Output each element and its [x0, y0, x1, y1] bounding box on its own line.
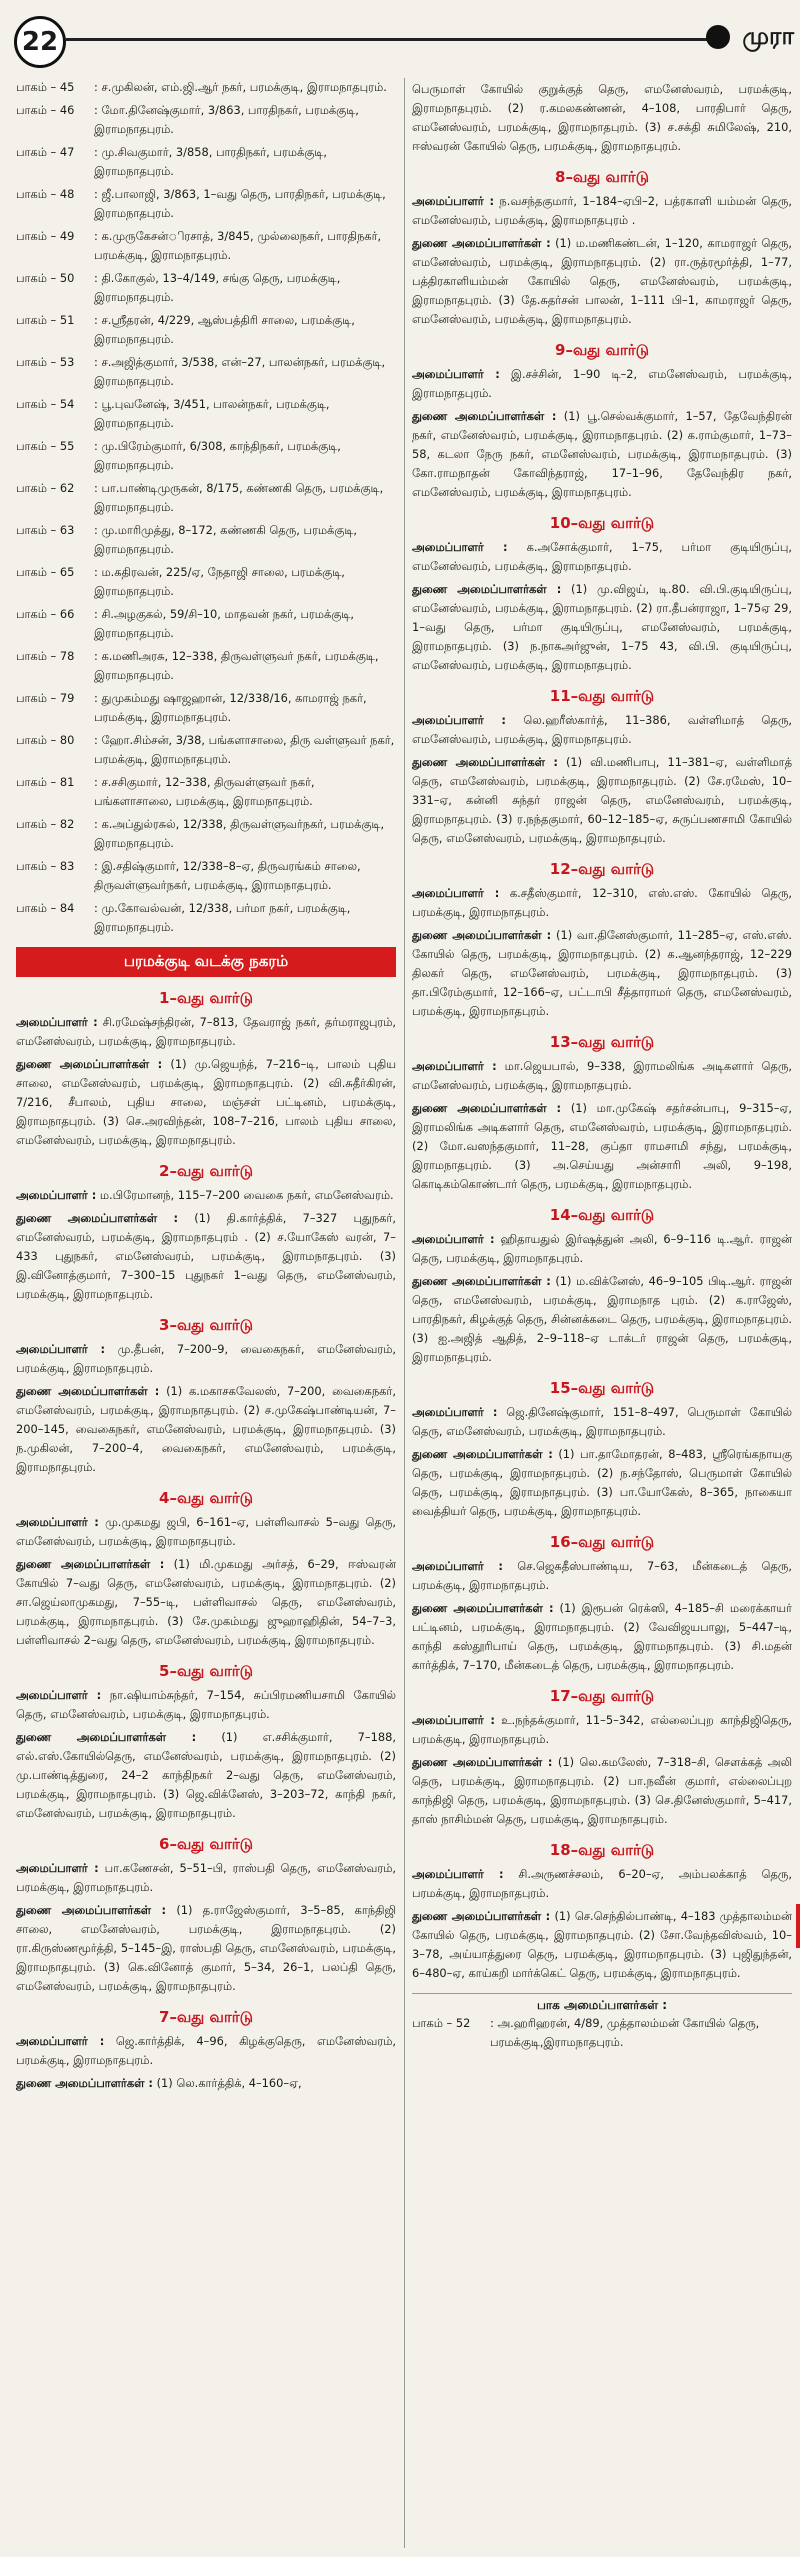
- bagam-name: : சி.அழகுகல், 59/சி–10, மாதவன் நகர், பரமக்குடி, இராமநாதபுரம்.: [94, 607, 354, 640]
- entry-text: (1) இரூபன் ரெக்ஸி, 4–185–சி மரைக்காயர் பட்டினம், பரமக்குடி, இராமநாதபுரம். (2) வேவிஜயபாலு, 5–447–டி, காந்தி கஸ்தூரிபாய் தெரு, பரமக்குடி, இராமநாதபுரம். (3) சி.மதன் கார்த்திக், 7–170, மீன்கடைத் தெரு, பரமக்குடி, இராமநாதபுரம்.: [412, 1601, 792, 1672]
- section-banner: பரமக்குடி வடக்கு நகரம்: [16, 947, 396, 977]
- ward-title: 11–வது வார்டு: [549, 687, 655, 705]
- entry-label: துணை அமைப்பாளர்கள் :: [16, 1211, 179, 1225]
- entry-label: துணை அமைப்பாளர்கள் :: [16, 1057, 163, 1071]
- entry-label: அமைப்பாளர் :: [16, 1015, 98, 1029]
- bagam-label: பாகம் – 49: [16, 229, 75, 243]
- bagam-label: பாகம் – 81: [16, 775, 75, 789]
- entry-label: துணை அமைப்பாளர்கள் :: [412, 1274, 551, 1288]
- entry-text: மா.ஜெயபால், 9–338, இராமலிங்க அடிகளார் தெரு, எமனேஸ்வரம், பரமக்குடி, இராமநாதபுரம்.: [412, 1059, 792, 1092]
- entry-text: (1) வி.மணிபாபு, 11–381–ஏ, வள்ளிமாத் தெரு, எமனேஸ்வரம், பரமக்குடி, இராமநாதபுரம். (2) சே.ரமேஸ், 10–331–ஏ, கன்னி சுந்தர் ராஜன் தெரு, எமனேஸ்வரம், பரமக்குடி, இராமநாதபுரம். (3) ர.நந்தகுமார், 60–12–185–ஏ, சுருப்பணசாமி கோயில் தெரு, எமனேஸ்வரம், பரமக்குடி, இராமநாதபுரம்.: [412, 755, 792, 845]
- entry-text: ஹிதாயதுல் இர்ஷத்துன் அலி, 6–9–116 டி.ஆர். ராஜன் தெரு, பரமக்குடி, இராமநாதபுரம்.: [412, 1232, 792, 1265]
- entry-text: நா.ஷியாம்சுந்தர், 7–154, சுப்பிரமணியசாமி கோயில் தெரு, எமனேஸ்வரம், பரமக்குடி, இராமநாதபுரம்.: [16, 1688, 396, 1721]
- entry-label: அமைப்பாளர் :: [412, 1713, 495, 1727]
- ward-entry: [16, 1728, 396, 1823]
- bagam-label: பாகம் – 50: [16, 271, 75, 285]
- continued-entry: பெருமாள் கோயில் குறுக்குத் தெரு, எமனேஸ்வரம், பரமக்குடி, இராமநாதபுரம். (2) ர.கமலகண்ணன், 4–108, பாரதிபார் தெரு, எமனேஸ்வரம், பரமக்குடி, இராமநாதபுரம். (3) ச.சக்தி சுமிலேஷ், 210, ஈஸ்வரன் கோயில் தெரு, பரமக்குடி, இராமநாதபுரம்.: [412, 82, 792, 153]
- ward-entry: [16, 2032, 396, 2070]
- entry-text: (1) எ.சசிக்குமார், 7–188, எல்.எஸ்.கோயில்தெரு, எமனேஸ்வரம், பரமக்குடி, இராமநாதபுரம். (2) மு.பாண்டித்துரை, 24–2 காந்திநகர் 2–வது தெரு, எமனேஸ்வரம், பரமக்குடி, இராமநாதபுரம். (3) ஜெ.விக்னேஸ், 3–203–72, காந்தி நகர், எமனேஸ்வரம், பரமக்குடி, இராமநாதபுரம்.: [16, 1730, 396, 1820]
- ward-title: 14–வது வார்டு: [549, 1206, 655, 1224]
- entry-text: ஜெ.கார்த்திக், 4–96, கிழக்குதெரு, எமனேஸ்வரம், பரமக்குடி, இராமநாதபுரம்.: [16, 2034, 396, 2067]
- ward-title: 9–வது வார்டு: [555, 341, 649, 359]
- entry-label: அமைப்பாளர் :: [412, 1559, 503, 1573]
- entry-label: அமைப்பாளர் :: [412, 1867, 504, 1881]
- left-column: [16, 78, 396, 2548]
- ward-entry: [412, 1403, 792, 1441]
- right-column: [412, 78, 792, 2548]
- bagam-name: : பா.பாண்டிமுருகன், 8/175, கண்ணகி தெரு, பரமக்குடி, இராமநாதபுரம்.: [94, 481, 384, 514]
- entry-label: துணை அமைப்பாளர்கள் :: [16, 2076, 153, 2090]
- bagam-name: : ஹோ.சிம்சன், 3/38, பங்களாசாலை, திரு வள்ளுவர் நகர், பரமக்குடி, இராமநாதபுரம்.: [94, 733, 395, 766]
- entry-text: (1) லெ.கமலேஸ், 7–318–சி, சௌக்கத் அலி தெரு, பரமக்குடி, இராமநாதபுரம். (2) பா.நவீன் குமார், எல்லைப்புற காந்திஜி தெரு, பரமக்குடி, இராமநாதபுரம். (3) செ.தினேஸ்குமார், 5–417, தாஸ் நாசிம்மன் தெரு, பரமக்குடி, இராமநாதபுரம்.: [412, 1755, 792, 1826]
- entry-text: (1) பா.தாமோதரன், 8–483, ஸ்ரீரெங்கநாயகு தெரு, பரமக்குடி, இராமநாதபுரம். (2) ந.சந்தோஸ், பெருமாள் கோயில் தெரு, பரமக்குடி, இராமநாதபுரம். (3) பா.யோகேஸ், 8–365, நாகையா வைத்தியர் தெரு, பரமக்குடி, இராமநாதபுரம்.: [412, 1447, 792, 1518]
- entry-text: ம.பிரேமானந், 115–7–200 வைகை நகர், எமனேஸ்வரம்.: [96, 1188, 394, 1202]
- entry-text: லெ.ஹரீஸ்கார்த், 11–386, வள்ளிமாத் தெரு, எமனேஸ்வரம், பரமக்குடி, இராமநாதபுரம்.: [412, 713, 792, 746]
- bagam-name: : ச.முகிலன், எம்.ஜி.ஆர் நகர், பரமக்குடி, இராமநாதபுரம்.: [94, 80, 387, 94]
- bagam-label: பாகம் – 53: [16, 355, 75, 369]
- bagam-label: பாகம் – 51: [16, 313, 75, 327]
- ward-title: 7–வது வார்டு: [159, 2008, 253, 2026]
- entry-label: துணை அமைப்பாளர்கள் :: [412, 582, 562, 596]
- brand: [706, 22, 794, 53]
- bagam-name: : ஜீ.பாலாஜி, 3/863, 1–வது தெரு, பாரதிநகர், பரமக்குடி, இராமநாதபுரம்.: [94, 187, 386, 220]
- entry-label: துணை அமைப்பாளர்கள் :: [16, 1557, 165, 1571]
- ward-entry: [412, 1445, 792, 1521]
- bagam-label: பாகம் – 79: [16, 691, 75, 705]
- ward-entry: [16, 1382, 396, 1477]
- bagam-row: [16, 269, 396, 307]
- entry-label: அமைப்பாளர் :: [412, 1232, 495, 1246]
- entry-label: துணை அமைப்பாளர்கள் :: [412, 409, 557, 423]
- ward-entry: [412, 753, 792, 848]
- ward-entry: [412, 192, 792, 230]
- ward-entry: [412, 407, 792, 502]
- entry-text: மு.முகமது ஜபி, 6–161–ஏ, பள்ளிவாசல் 5–வது தெரு, எமனேஸ்வரம், பரமக்குடி, இராமநாதபுரம்.: [16, 1515, 396, 1548]
- bagam-name: : ச.ஸ்ரீதரன், 4/229, ஆஸ்பத்திரி சாலை, பரமக்குடி, இராமநாதபுரம்.: [94, 313, 355, 346]
- entry-label: துணை அமைப்பாளர்கள் :: [412, 1755, 553, 1769]
- ward-entry: [16, 1186, 396, 1205]
- bagam-name: : அ.ஹரிஹரன், 4/89, முத்தாலம்மன் கோயில் தெரு, பரமக்குடி,இராமநாதபுரம்.: [490, 2016, 760, 2049]
- ward-title: 8–வது வார்டு: [555, 168, 649, 186]
- ward-title: 18–வது வார்டு: [549, 1841, 655, 1859]
- ward-entry: [412, 926, 792, 1021]
- ward-entry: [16, 1209, 396, 1304]
- entry-text: (1) த.ராஜேஸ்குமார், 3–5–85, காந்திஜி சாலை, எமனேஸ்வரம், பரமக்குடி, இராமநாதபுரம். (2) ரா.கிருஸ்ணமூர்த்தி, 5–145–இ, ராஸ்பதி தெரு, எமனேஸ்வரம், பரமக்குடி, இராமநாதபுரம். (3) கெ.வினோத் குமார், 5–34, 26–1, பலப்தி தெரு, எமனேஸ்வரம், பரமக்குடி, இராமநாதபுரம்.: [16, 1903, 396, 1993]
- bagam-name: : க.அப்துல்ரசுல், 12/338, திருவள்ளுவர்நகர், பரமக்குடி, இராமநாதபுரம்.: [94, 817, 385, 850]
- bagam-name: : துமுகம்மது ஷாஜஹான், 12/338/16, காமராஜ் நகர், பரமக்குடி, இராமநாதபுரம்.: [94, 691, 367, 724]
- page-header: [0, 0, 800, 78]
- entry-text: (1) ம.மணிகண்டன், 1–120, காமராஜர் தெரு, எமனேஸ்வரம், பரமக்குடி, இராமநாதபுரம். (2) ரா.ருத்ரமூர்த்தி, 1–77, பத்திரகாளியம்மன் கோயில் தெரு, எமனேஸ்வரம், பரமக்குடி, இராமநாதபுரம். (3) தே.சுதர்சன் பாலன், 1–111 பி–1, காமராஜர் தெரு, எமனேஸ்வரம், பரமக்குடி, இராமநாதபுரம்.: [412, 236, 792, 326]
- bagam-name: : மு.மாரிமுத்து, 8–172, கண்ணகி தெரு, பரமக்குடி, இராமநாதபுரம்.: [94, 523, 358, 556]
- entry-label: அமைப்பாளர் :: [16, 1515, 99, 1529]
- entry-label: துணை அமைப்பாளர்கள் :: [16, 1903, 167, 1917]
- entry-label: அமைப்பாளர் :: [412, 367, 500, 381]
- entry-label: துணை அமைப்பாளர்கள் :: [16, 1384, 160, 1398]
- entry-text: க.அசோக்குமார், 1–75, பர்மா குடியிருப்பு, எமனேஸ்வரம், பரமக்குடி, இராமநாதபுரம்.: [412, 540, 792, 573]
- entry-text: (1) மு.விஜய், டி.80. வி.பி.குடியிருப்பு, எமனேஸ்வரம், பரமக்குடி, இராமநாதபுரம். (2) ரா.தீபன்ராஜா, 1–75ஏ 29, 1–வது தெரு, பர்மா குடியிருப்பு, எமனேஸ்வரம், பரமக்குடி, இராமநாதபுரம். (3) ந.நாகஅர்ஜுன், 1–75 43, வி.பி. குடியிருப்பு, எமனேஸ்வரம், பரமக்குடி, இராமநாதபுரம்.: [412, 582, 792, 672]
- bagam-row: [16, 78, 396, 97]
- bagam-row: [16, 101, 396, 139]
- ward-entry: [16, 2074, 396, 2093]
- bagam-row: [16, 689, 396, 727]
- bagam-name: : இ.சதிஷ்குமார், 12/338–8–ஏ, திருவரங்கம் சாலை, திருவள்ளுவர்நகர், பரமக்குடி, இராமநாதபுரம்.: [94, 859, 361, 892]
- entry-label: துணை அமைப்பாளர்கள் :: [412, 1601, 554, 1615]
- entry-text: (1) லெ.கார்த்திக், 4–160–ஏ,: [152, 2076, 302, 2090]
- bagam-label: பாகம் – 65: [16, 565, 75, 579]
- ward-entry: [16, 1340, 396, 1378]
- bagam-label: பாகம் – 45: [16, 80, 75, 94]
- ward-entry: [412, 1057, 792, 1095]
- bagam-row: [16, 731, 396, 769]
- entry-text: மு.தீபன், 7–200–9, வைகைநகர், எமனேஸ்வரம், பரமக்குடி, இராமநாதபுரம்.: [16, 1342, 396, 1375]
- bagam-label: பாகம் – 80: [16, 733, 75, 747]
- bagam-heading: பாக அமைப்பாளர்கள் :: [412, 1993, 792, 2014]
- ward-title: 1–வது வார்டு: [159, 989, 253, 1007]
- entry-text: சி.ரமேஷ்சந்திரன், 7–813, தேவராஜ் நகர், தர்மராஜபுரம், எமனேஸ்வரம், பரமக்குடி, இராமநாதபுரம்.: [16, 1015, 396, 1048]
- entry-text: செ.ஜெகதீஸ்பாண்டிய, 7–63, மீன்கடைத் தெரு, பரமக்குடி, இராமநாதபுரம்.: [412, 1559, 792, 1592]
- entry-text: (1) மா.முகேஷ் சதர்சன்பாபு, 9–315–ஏ, இராமலிங்க அடிகளார் தெரு, எமனேஸ்வரம், பரமக்குடி, இராமநாதபுரம். (2) மோ.வஸந்தகுமார், 11–28, குப்தா ராமசாமி சந்து, பரமக்குடி, இராமநாதபுரம். (3) அ.செய்யது அன்சாரி அலி, 9–198, கொடிகம்கொண்டார் தெரு, பரமக்குடி, இராமநாதபுரம்.: [412, 1101, 792, 1191]
- bagam-row: [16, 899, 396, 937]
- entry-text: (1) க.மகாசகவேலஸ், 7–200, வைகைநகர், எமனேஸ்வரம், பரமக்குடி, இராமநாதபுரம். (2) ச.முகேஷ்பாண்டியன், 7–200–145, வைகைநகர், எமனேஸ்வரம், பரமக்குடி, இராமநாதபுரம். (3) ந.முகிலன், 7–200–4, வைகைநகர், எமனேஸ்வரம், பரமக்குடி, இராமநாதபுரம்.: [16, 1384, 396, 1474]
- bagam-label: பாகம் – 55: [16, 439, 75, 453]
- ward-entry: [412, 1865, 792, 1903]
- bagam-label: பாகம் – 83: [16, 859, 75, 873]
- bagam-name: : மு.சிவகுமார், 3/858, பாரதிநகர், பரமக்குடி, இராமநாதபுரம்.: [94, 145, 327, 178]
- edge-marker: [796, 1904, 800, 1948]
- ward-title: 12–வது வார்டு: [549, 860, 655, 878]
- bagam-name: : ம.கதிரவன், 225/ஏ, நேதாஜி சாலை, பரமக்குடி, இராமநாதபுரம்.: [94, 565, 345, 598]
- bagam-name: : க.மணிஅரசு, 12–338, திருவள்ளுவர் நகர், பரமக்குடி, இராமநாதபுரம்.: [94, 649, 379, 682]
- entry-label: அமைப்பாளர் :: [16, 1688, 102, 1702]
- entry-label: அமைப்பாளர் :: [412, 886, 500, 900]
- ward-entry: [412, 1599, 792, 1675]
- ward-entry: [412, 1711, 792, 1749]
- entry-label: அமைப்பாளர் :: [412, 540, 508, 554]
- bagam-row: [16, 479, 396, 517]
- entry-label: அமைப்பாளர் :: [412, 1405, 498, 1419]
- entry-label: அமைப்பாளர் :: [412, 1059, 497, 1073]
- page-number: 22: [14, 16, 66, 68]
- ward-entry: [16, 1859, 396, 1897]
- entry-text: ஜெ.தினேஷ்குமார், 151–8–497, பெருமாள் கோயில் தெரு, எமனேஸ்வரம், பரமக்குடி, இராமநாதபுரம்.: [412, 1405, 792, 1438]
- ward-title: 17–வது வார்டு: [549, 1687, 655, 1705]
- ward-entry: [16, 1901, 396, 1996]
- bagam-row: [16, 521, 396, 559]
- ward-title: 16–வது வார்டு: [549, 1533, 655, 1551]
- brand-emblem-icon: [706, 25, 730, 49]
- header-rule: [66, 38, 708, 41]
- entry-text: (1) வா.தினேஸ்குமார், 11–285–ஏ, எஸ்.எஸ். கோயில் தெரு, பரமக்குடி, இராமநாதபுரம். (2) க.ஆனந்தராஜ், 12–229 திலகர் தெரு, எமனேஸ்வரம், பரமக்குடி, இராமநாதபுரம். (3) தா.பிரேம்குமார், 12–166–ஏ, பட்டாபி சீத்தாராமர் தெரு, எமனேஸ்வரம், பரமக்குடி, இராமநாதபுரம்.: [412, 928, 792, 1018]
- ward-entry: [412, 538, 792, 576]
- entry-text: (1) ம.விக்னேஸ், 46–9–105 பிடி.ஆர். ராஜன் தெரு, எமனேஸ்வரம், பரமக்குடி, இராமநாத புரம். (2) க.ராஜேஸ், பாரதிநகர், கிழக்குத் தெரு, சின்னக்கடை தெரு, பரமக்குடி, இராமநாதபுரம். (3) ஐ.அஜித் ஆதித், 2–9–118–ஏ டாக்டர் ராஜன் தெரு, பரமக்குடி, இராமநாதபுரம்.: [412, 1274, 792, 1364]
- entry-text: பா.கணேசன், 5–51–பி, ராஸ்பதி தெரு, எமனேஸ்வரம், பரமக்குடி, இராமநாதபுரம்.: [16, 1861, 396, 1894]
- ward-title: 5–வது வார்டு: [159, 1662, 253, 1680]
- ward-entry: [412, 1557, 792, 1595]
- ward-entry: [412, 884, 792, 922]
- bagam-row: [16, 437, 396, 475]
- ward-title: 6–வது வார்டு: [159, 1835, 253, 1853]
- entry-text: (1) மு.ஜெயந்த், 7–216–டி, பாலம் புதிய சாலை, எமனேஸ்வரம், பரமக்குடி, இராமநாதபுரம். (2) வி.சுதீர்கிரன், 7/216, சீபாலம், புதிய சாலை, மஞ்சள் பட்டினம், பரமக்குடி, இராமநாதபுரம். (3) செ.அரவிந்தன், 108–7–216, பாலம் புதிய சாலை, எமனேஸ்வரம், பரமக்குடி, இராமநாதபுரம்.: [16, 1057, 396, 1147]
- entry-text: (1) தி.கார்த்திக், 7–327 புதுநகர், எமனேஸ்வரம், பரமக்குடி, இராமநாதபுரம் . (2) ச.யோகேஸ் வரன், 7–433 புதுநகர், எமனேஸ்வரம், பரமக்குடி, இராமநாதபுரம். (3) இ.வினோத்குமார், 7–300–15 புதுநகர் 1–வது தெரு, எமனேஸ்வரம், பரமக்குடி, இராமநாதபுரம்.: [16, 1211, 396, 1301]
- bagam-row: [16, 227, 396, 265]
- entry-label: துணை அமைப்பாளர்கள் :: [412, 1909, 551, 1923]
- entry-text: க.சதீஸ்குமார், 12–310, எஸ்.எஸ். கோயில் தெரு, பரமக்குடி, இராமநாதபுரம்.: [412, 886, 792, 919]
- bagam-row: [16, 815, 396, 853]
- bagam-name: : தி.கோகுல், 13–4/149, சங்கு தெரு, பரமக்குடி, இராமநாதபுரம்.: [94, 271, 341, 304]
- entry-label: அமைப்பாளர் :: [16, 1188, 97, 1202]
- column-divider: [404, 78, 405, 2548]
- bagam-name: : மோ.தினேஷ்குமார், 3/863, பாரதிநகர், பரமக்குடி, இராமநாதபுரம்.: [94, 103, 359, 136]
- ward-entry: [16, 1686, 396, 1724]
- ward-entry: [16, 1055, 396, 1150]
- ward-title: 13–வது வார்டு: [549, 1033, 655, 1051]
- entry-text: உ.நந்தக்குமார், 11–5–342, எல்லைப்புற காந்திஜிதெரு, பரமக்குடி, இராமநாதபுரம்.: [412, 1713, 792, 1746]
- bagam-label: பாகம் – 84: [16, 901, 75, 915]
- bagam-name: : க.முருகேசன்ிரசாத், 3/845, முல்லைநகர், பாரதிநகர், பரமக்குடி, இராமநாதபுரம்.: [94, 229, 382, 262]
- bagam-row: [16, 647, 396, 685]
- bagam-label: பாகம் – 82: [16, 817, 75, 831]
- ward-entry: [412, 365, 792, 403]
- entry-text: (1) செ.செந்தில்பாண்டி, 4–183 முத்தாலம்மன் கோயில் தெரு, பரமக்குடி, இராமநாதபுரம். (2) சோ.வேந்தவிஸ்வம், 10–3–78, அய்யாத்துரை தெரு, பரமக்குடி, இராமநாதபுரம். (3) புஜிதுந்தன், 6–480–ஏ, காய்கறி மார்க்கெட் தெரு, பரமக்குடி, இராமநாதபுரம்.: [412, 1909, 792, 1980]
- entry-label: அமைப்பாளர் :: [412, 194, 495, 208]
- ward-entry: [16, 1013, 396, 1051]
- ward-entry: [412, 1272, 792, 1367]
- ward-title: 2–வது வார்டு: [159, 1162, 253, 1180]
- bagam-row: [16, 311, 396, 349]
- bagam-label: பாகம் – 63: [16, 523, 75, 537]
- bagam-row: [16, 773, 396, 811]
- bagam-label: பாகம் – 46: [16, 103, 75, 117]
- bagam-row: [16, 563, 396, 601]
- bagam-row: [412, 2014, 792, 2052]
- bagam-label: பாகம் – 62: [16, 481, 75, 495]
- bagam-label: பாகம் – 48: [16, 187, 75, 201]
- bagam-row: [16, 605, 396, 643]
- ward-title: 3–வது வார்டு: [159, 1316, 253, 1334]
- bagam-label: பாகம் – 66: [16, 607, 75, 621]
- entry-text: (1) மி.முகமது அர்சத், 6–29, ஈஸ்வரன் கோயில் 7–வது தெரு, எமனேஸ்வரம், பரமக்குடி, இராமநாதபுரம். (2) சா.ஜெய்லாமுகமது, 7–55–டி, பள்ளிவாசல் தெரு, எமனேஸ்வரம், பரமக்குடி, இராமநாதபுரம். (3) சே.முகம்மது ஜுஹாஹிதின், 54–7–3, பள்ளிவாசல் 2–வது தெரு, எமனேஸ்வரம், பரமக்குடி, இராமநாதபுரம்.: [16, 1557, 396, 1647]
- ward-entry: [412, 1907, 792, 1983]
- ward-title: 4–வது வார்டு: [159, 1489, 253, 1507]
- entry-label: துணை அமைப்பாளர்கள் :: [412, 1101, 562, 1115]
- bagam-name: : ச.அஜித்குமார், 3/538, என்–27, பாலன்நகர், பரமக்குடி, இராமநாதபுரம்.: [94, 355, 386, 388]
- entry-label: அமைப்பாளர் :: [412, 713, 506, 727]
- bagam-name: : ச.சசிகுமார், 12–338, திருவள்ளுவர் நகர், பங்களாசாலை, பரமக்குடி, இராமநாதபுரம்.: [94, 775, 315, 808]
- entry-label: அமைப்பாளர் :: [16, 1861, 99, 1875]
- ward-entry: [412, 1753, 792, 1829]
- entry-label: அமைப்பாளர் :: [16, 1342, 106, 1356]
- entry-label: துணை அமைப்பாளர்கள் :: [412, 928, 552, 942]
- brand-name: முரா: [742, 22, 794, 50]
- ward-title: 10–வது வார்டு: [549, 514, 655, 532]
- bagam-label: பாகம் – 52: [412, 2016, 471, 2030]
- entry-text: இ.சச்சின், 1–90 டி–2, எமனேஸ்வரம், பரமக்குடி, இராமநாதபுரம்.: [412, 367, 792, 400]
- bagam-row: [16, 395, 396, 433]
- content-columns: [16, 78, 792, 2548]
- entry-label: அமைப்பாளர் :: [16, 2034, 105, 2048]
- entry-label: துணை அமைப்பாளர்கள் :: [412, 755, 558, 769]
- ward-entry: [16, 1513, 396, 1551]
- ward-entry: [412, 234, 792, 329]
- bagam-label: பாகம் – 47: [16, 145, 75, 159]
- bagam-row: [16, 353, 396, 391]
- ward-entry: [412, 1230, 792, 1268]
- entry-text: ந.வசந்தகுமார், 1–184–ஏபி–2, பத்ரகாளி யம்மன் தெரு, எமனேஸ்வரம், பரமக்குடி, இராமநாதபுரம் .: [412, 194, 792, 227]
- ward-entry: [412, 711, 792, 749]
- bagam-name: : மு.பிரேம்குமார், 6/308, காந்திநகர், பரமக்குடி, இராமநாதபுரம்.: [94, 439, 341, 472]
- ward-title: 15–வது வார்டு: [549, 1379, 655, 1397]
- ward-entry: [412, 580, 792, 675]
- bagam-row: [16, 857, 396, 895]
- bagam-row: [16, 185, 396, 223]
- ward-entry: [412, 1099, 792, 1194]
- bagam-name: : பூ.புவனேஷ், 3/451, பாலன்நகர், பரமக்குடி, இராமநாதபுரம்.: [94, 397, 330, 430]
- bagam-row: [16, 143, 396, 181]
- entry-label: துணை அமைப்பாளர்கள் :: [412, 1447, 553, 1461]
- entry-label: துணை அமைப்பாளர்கள் :: [412, 236, 551, 250]
- entry-label: துணை அமைப்பாளர்கள் :: [16, 1730, 197, 1744]
- bagam-name: : மு.கோவல்வன், 12/338, பர்மா நகர், பரமக்குடி, இராமநாதபுரம்.: [94, 901, 351, 934]
- ward-entry: [16, 1555, 396, 1650]
- bagam-label: பாகம் – 78: [16, 649, 75, 663]
- entry-text: (1) பூ.செல்வக்குமார், 1–57, தேவேந்திரன் நகர், எமனேஸ்வரம், பரமக்குடி, இராமநாதபுரம். (2) க.ராம்குமார், 1–73–58, கடலா நேரு நகர், எமனேஸ்வரம், பரமக்குடி, இராமநாதபுரம். (3) கோ.ராமநாதன் கோவிந்தராஜ், 17–1–96, தேவேந்திர நகர், எமனேஸ்வரம், பரமக்குடி, இராமநாதபுரம்.: [412, 409, 792, 499]
- entry-text: சி.அருணச்சலம், 6–20–ஏ, அம்பலக்காத் தெரு, பரமக்குடி, இராமநாதபுரம்.: [412, 1867, 792, 1900]
- bagam-label: பாகம் – 54: [16, 397, 75, 411]
